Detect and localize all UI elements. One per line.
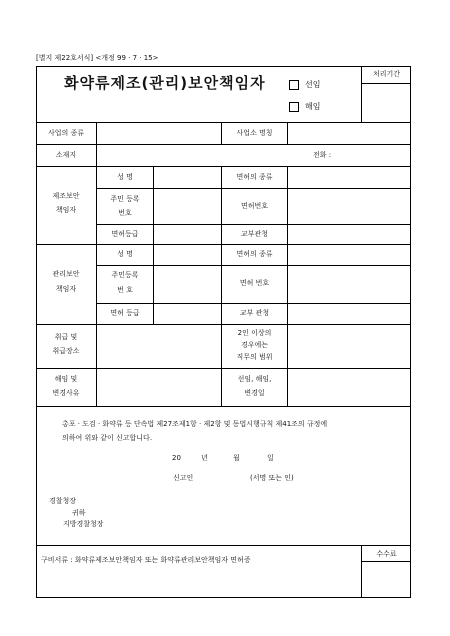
- divider: [36, 406, 411, 407]
- mgmt-name-label: 성 명: [117, 250, 133, 258]
- processing-period-label: 처리기간: [372, 70, 401, 78]
- manufacturing-title-line2: 책임자: [55, 206, 77, 214]
- date-day-unit: 일: [267, 454, 274, 462]
- mfg-resident-no-line2: 번호: [118, 209, 132, 217]
- divider: [96, 144, 97, 166]
- mgmt-license-no-label: 면허 번호: [239, 279, 270, 287]
- appointment-date-line1: 선임, 해임,: [237, 375, 272, 383]
- divider: [36, 545, 411, 546]
- divider: [36, 122, 411, 123]
- divider: [36, 144, 411, 145]
- divider: [287, 244, 288, 324]
- divider: [153, 244, 154, 324]
- divider: [96, 224, 411, 225]
- mfg-license-type-label: 면허의 종류: [236, 173, 273, 181]
- dismissal-reason-line2: 변경사유: [52, 389, 80, 397]
- form-number-note: [별지 제22호서식] <개정 99 · 7 · 15>: [36, 54, 159, 62]
- divider: [287, 324, 288, 368]
- option-dismiss-label: 해임: [305, 102, 321, 111]
- management-title-line1: 관리보안: [52, 270, 80, 278]
- option-appoint-label: 선임: [305, 80, 321, 89]
- date-year: 20: [172, 454, 181, 462]
- mgmt-resident-no-line1: 주민등록: [111, 271, 139, 279]
- divider: [96, 122, 97, 144]
- handling-place-line2: 취급장소: [52, 347, 80, 355]
- fee-label: 수수료: [376, 550, 397, 558]
- divider: [36, 368, 411, 369]
- recipient-line3: 지방경찰청장: [63, 520, 104, 528]
- divider: [36, 244, 411, 245]
- handling-place-line1: 취급 및: [54, 333, 78, 341]
- divider: [36, 324, 411, 325]
- duty-scope-line3: 직무의 범위: [236, 353, 273, 361]
- period-header-line: [361, 83, 411, 84]
- appointment-date-line2: 변경일: [244, 389, 265, 397]
- dismissal-reason-line1: 해임 및: [54, 375, 78, 383]
- divider: [96, 188, 411, 189]
- divider: [96, 265, 411, 266]
- declaration-line1: 총포 · 도검 · 화약류 등 단속법 제27조제1항 · 제2항 및 동법시행규칙 제41조의 규정에: [62, 420, 328, 428]
- divider: [153, 166, 154, 244]
- divider: [287, 122, 288, 144]
- duty-scope-line1: 2인 이상의: [237, 329, 272, 337]
- business-name-label: 사업소 명칭: [236, 129, 273, 137]
- declaration-line2: 의하여 위와 같이 신고합니다.: [62, 434, 153, 442]
- required-documents: 구비서류 : 화약류제조보안책임자 또는 화약류관리보안책임자 면허증: [41, 556, 251, 564]
- divider: [36, 166, 411, 167]
- divider: [221, 368, 222, 406]
- mgmt-resident-no-line2: 번 호: [117, 286, 133, 294]
- option-dismiss-checkbox[interactable]: [289, 102, 299, 112]
- phone-label: 전화 :: [313, 151, 332, 159]
- mfg-license-grade-label: 면허등급: [111, 230, 139, 238]
- reporter-label: 신고인: [173, 474, 194, 482]
- option-appoint-checkbox[interactable]: [289, 80, 299, 90]
- management-title-line2: 책임자: [55, 285, 77, 293]
- divider: [96, 324, 97, 368]
- manufacturing-title-line1: 제조보안: [52, 192, 80, 200]
- divider: [96, 303, 411, 304]
- divider: [287, 166, 288, 244]
- divider: [287, 368, 288, 406]
- mfg-issuing-office-label: 교부관청: [240, 230, 269, 238]
- mgmt-issuing-office-label: 교부 관청: [239, 309, 270, 317]
- divider: [96, 368, 97, 406]
- form-title: 화약류제조(관리)보안책임자: [64, 74, 266, 92]
- mfg-name-label: 성 명: [117, 173, 133, 181]
- location-label: 소재지: [55, 151, 77, 159]
- recipient-line2: 귀하: [72, 509, 86, 517]
- date-year-unit: 년: [201, 454, 208, 462]
- recipient-line1: 경찰청장: [49, 497, 77, 505]
- duty-scope-line2: 경우에는: [240, 341, 269, 349]
- mgmt-license-grade-label: 면허 등급: [110, 309, 140, 317]
- business-type-label: 사업의 종류: [47, 129, 85, 137]
- mfg-license-no-label: 면허번호: [240, 202, 269, 210]
- fee-header-line: [361, 561, 411, 562]
- signature-label: (서명 또는 인): [250, 474, 294, 482]
- mfg-resident-no-line1: 주민 등록: [110, 195, 140, 203]
- date-month-unit: 월: [233, 454, 240, 462]
- mgmt-license-type-label: 면허의 종류: [236, 250, 273, 258]
